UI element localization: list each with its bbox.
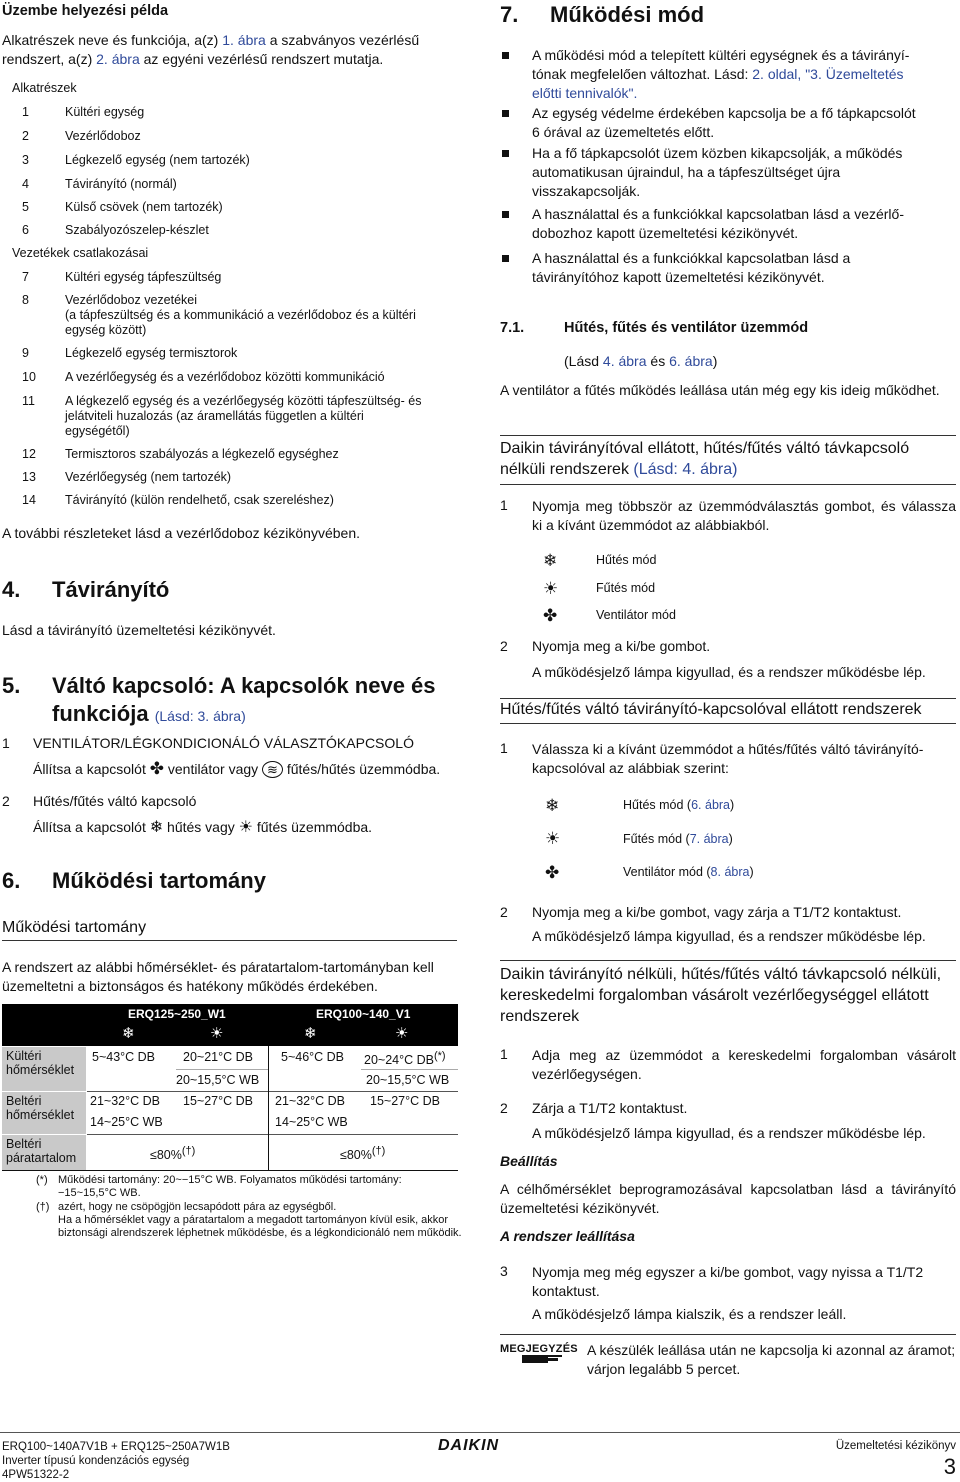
wiring-number: 12 (22, 447, 36, 461)
table-cell: ≤80%(†) (150, 1145, 196, 1163)
subsection3-step2: Zárja a T1/T2 kontaktust. (532, 1100, 688, 1116)
selector-switch-instruction: Állítsa a kapcsolót ✤ ventilátor vagy ≋ fűtés/hűtés üzemmódba. (33, 759, 441, 778)
table-cell: 20~15,5°C WB (366, 1073, 450, 1087)
section4-text: Lásd a távirányító üzemeltetési kézikönyvét. (2, 622, 276, 638)
further-text: A további részleteket lásd a vezérlődoboz kézikönyvében. (2, 525, 360, 541)
mode-label-cool: Hűtés mód (596, 553, 657, 567)
part-label: Szabályozószelep-készlet (65, 223, 209, 237)
wiring-label: Termisztoros szabályozás a légkezelő egységhez (65, 447, 339, 461)
step-number: 1 (500, 740, 508, 756)
stop-step3b: A működésjelző lámpa kialszik, és a rendszer leáll. (532, 1306, 847, 1322)
section71-text: A ventilátor a fűtés működés leállása után még egy kis ideig működhet. (500, 382, 940, 398)
step-number: 2 (500, 638, 508, 654)
footer-doc: Üzemeltetési kézikönyv (835, 1440, 956, 1452)
wiring-number: 11 (22, 394, 35, 408)
table-rule (87, 1134, 458, 1135)
fig7-link[interactable]: 7. ábra (689, 832, 729, 846)
wiring-number: 10 (22, 370, 36, 384)
section71-heading: 7.1. Hűtés, fűtés és ventilátor üzemmód (500, 320, 809, 336)
wiring-label: A légkezelő egység és a vezérlőegység közötti tápfeszültség- és jelátviteli huzalozás (az áramellátás független a kültéri egységétől) (65, 394, 422, 438)
wiring-title: Vezetékek csatlakozásai (12, 246, 149, 260)
note-dagger-key: (†) (36, 1201, 50, 1213)
step-number: 3 (500, 1263, 508, 1279)
setting-text: A célhőmérséklet beprogramozásával kapcsolatban lásd a távirányító üzemeltetési kézikönyvét. (500, 1181, 956, 1216)
footer-code: 4PW51322-2 (2, 1469, 70, 1481)
part-number: 3 (22, 153, 29, 167)
snowflake-icon: ❄ (304, 1025, 317, 1042)
subsection3-title: Daikin távirányító nélküli, hűtés/fűtés váltó távkapcsoló nélküli, kereskedelmi forgalomban vásárolt vezérlőegységgel ellátott rendszerek (500, 960, 956, 1027)
part-number: 2 (22, 129, 29, 143)
fig8-link[interactable]: 8. ábra (710, 865, 750, 879)
row-label-indoor-temp: Beltéri hőmérséklet (2, 1092, 86, 1134)
page2-link[interactable]: 2. oldal, "3. Üzemeltetés előtti tennivalók". (532, 66, 904, 101)
note-star-text: Működési tartomány: 20~−15°C WB. Folyamatos működési tartomány: −15~15,5°C WB. (58, 1174, 402, 1199)
section4-heading: 4. Távirányító (2, 577, 170, 602)
part-label: Légkezelő egység (nem tartozék) (65, 153, 250, 167)
row-label-outdoor-temp: Kültéri hőmérséklet (2, 1047, 86, 1091)
table-cell: 15~27°C DB (183, 1094, 253, 1108)
bullet-icon (502, 52, 509, 59)
model1-label: ERQ125~250_W1 (128, 1007, 226, 1021)
cool-heat-switch-instruction: Állítsa a kapcsolót ❄ hűtés vagy ☀ fűtés üzemmódba. (33, 819, 373, 836)
subsection2-step1: Válassza ki a kívánt üzemmódot a hűtés/fűtés váltó távirányító-kapcsolóval az alábbiak szerint: (532, 741, 924, 776)
bullet-text: Az egység védelme érdekében kapcsolja be a fő tápkapcsolót 6 órával az üzemeltetés előtt. (532, 105, 916, 140)
fan-icon: ✤ (543, 606, 558, 625)
heat-cool-icon: ≋ (262, 761, 283, 778)
item-number: 2 (2, 793, 10, 809)
mode-label-fan: Ventilátor mód (596, 608, 676, 622)
section7-heading: 7. Működési mód (500, 2, 705, 27)
wiring-number: 7 (22, 270, 29, 284)
fig4-link[interactable]: 4. ábra (602, 353, 647, 369)
sun-icon: ☀ (395, 1025, 409, 1042)
table-rule (2, 1170, 458, 1171)
bullet-text: Ha a fő tápkapcsolót üzem közben kikapcsolják, a működés automatikusan újraindul, ha a tápfeszültséget újra visszakapcsolják. (532, 145, 903, 199)
stop-title: A rendszer leállítása (500, 1228, 635, 1244)
wiring-number: 13 (22, 470, 36, 484)
bullet-icon (502, 150, 509, 157)
note-star-key: (*) (36, 1174, 48, 1186)
fig2-link[interactable]: 2. ábra (96, 51, 140, 67)
fan-icon: ✤ (545, 863, 560, 882)
fig3-link[interactable]: (Lásd: 3. ábra) (154, 708, 246, 724)
sun-icon: ☀ (210, 1025, 224, 1042)
sun-icon: ☀ (545, 829, 561, 848)
table-cell: 21~32°C DB (90, 1094, 160, 1108)
part-number: 6 (22, 223, 29, 237)
fig6-link[interactable]: 6. ábra (669, 353, 713, 369)
table-cell: 15~27°C DB (370, 1094, 440, 1108)
snowflake-icon: ❄ (122, 1025, 135, 1042)
sun-icon: ☀ (238, 819, 253, 836)
table-cell: 21~32°C DB (275, 1094, 345, 1108)
wiring-number: 8 (22, 293, 29, 307)
footer-rule (0, 1432, 960, 1433)
step-number: 2 (500, 1100, 508, 1116)
subsection1-title: Daikin távirányítóval ellátott, hűtés/fűtés váltó távkapcsoló nélküli rendszerek (Lásd: 4. ábra) (500, 435, 956, 485)
note-text: A készülék leállása után ne kapcsolja ki azonnal az áramot; várjon legalább 5 percet. (587, 1342, 956, 1377)
model2-label: ERQ100~140_V1 (316, 1007, 411, 1021)
table-cell: 20~15,5°C WB (176, 1073, 260, 1087)
snowflake-icon: ❄ (149, 819, 164, 836)
table-cell: 20~24°C DB(*) (364, 1050, 446, 1068)
table-rule (87, 1091, 458, 1092)
cool-heat-switch-title: Hűtés/fűtés váltó kapcsoló (33, 793, 197, 809)
row-label-indoor-humidity: Beltéri páratartalom (2, 1135, 86, 1170)
table-cell: 5~46°C DB (281, 1050, 345, 1064)
bullet-text: A működési mód a telepített kültéri egységnek és a távirányí- tónak megfelelően változhat. Lásd: 2. oldal, "3. Üzemeltetés előtti tennivalók". (532, 47, 910, 101)
subsection2-title: Hűtés/fűtés váltó távirányító-kapcsolóval ellátott rendszerek (500, 698, 956, 724)
snowflake-icon: ❄ (545, 796, 560, 815)
subsection1-step2b: A működésjelző lámpa kigyullad, és a rendszer működésbe lép. (532, 664, 926, 680)
bullet-icon (502, 110, 509, 117)
wiring-label: Vezérlőegység (nem tartozék) (65, 470, 232, 484)
wiring-label: Távirányító (külön rendelhető, csak szereléshez) (65, 493, 334, 507)
part-label: Külső csövek (nem tartozék) (65, 200, 223, 214)
section6-subtitle: Működési tartomány (2, 919, 457, 941)
step-number: 2 (500, 904, 508, 920)
fig1-link[interactable]: 1. ábra (222, 32, 266, 48)
table-cell: 20~21°C DB (183, 1050, 253, 1064)
snowflake-icon: ❄ (543, 551, 558, 570)
table-cell: 14~25°C WB (90, 1115, 163, 1129)
table-rule (268, 1046, 269, 1170)
fig4-link[interactable]: (Lásd: 4. ábra) (633, 461, 738, 478)
footer-left (2, 1440, 230, 1482)
setting-title: Beállítás (500, 1153, 558, 1169)
footer-model: ERQ100~140A7V1B + ERQ125~250A7W1B (2, 1441, 230, 1453)
bullet-text: A használattal és a funkciókkal kapcsolatban lásd a távirányítóhoz kapott üzemeltetési kézikönyvét. (532, 250, 851, 285)
daikin-logo: DAIKIN (438, 1437, 500, 1454)
table-rule (176, 1069, 268, 1070)
step-number: 1 (500, 1046, 508, 1062)
wiring-label: Vezérlődoboz vezetékei (a tápfeszültség és a kommunikáció a vezérlődoboz és a kültéri egység között) (65, 293, 416, 337)
subsection1-step2: Nyomja meg a ki/be gombot. (532, 638, 711, 654)
part-number: 5 (22, 200, 29, 214)
part-label: Kültéri egység (65, 105, 145, 119)
mode-label-cool: Hűtés mód (6. ábra) (623, 798, 735, 812)
note-dagger-text: azért, hogy ne csöpögjön lecsapódott pára az egységből. Ha a hőmérséklet vagy a páratartalom a megadott tartományon kívül esik, akkor biztonsági alrendszerek léphetnek működésbe, és a légkondicionáló nem működik. (58, 1201, 462, 1239)
subsection3-step2b: A működésjelző lámpa kigyullad, és a rendszer működésbe lép. (532, 1125, 926, 1141)
subsection2-step2: Nyomja meg a ki/be gombot, vagy zárja a T1/T2 kontaktust. (532, 904, 902, 920)
section6-text: A rendszert az alábbi hőmérséklet- és páratartalom-tartományban kell üzemeltetni a biztonságos és hatékony működés érdekében. (2, 959, 434, 994)
section5-heading: 5. Váltó kapcsoló: A kapcsolók neve és funkciója (Lásd: 3. ábra) (2, 673, 436, 726)
footer-desc: Inverter típusú kondenzációs egység (2, 1455, 190, 1467)
parts-title: Alkatrészek (12, 81, 77, 95)
part-label: Távirányító (normál) (65, 177, 177, 191)
subsection1-step1: Nyomja meg többször az üzemmódválasztás gombot, és válassza ki a kívánt üzemmódot az alábbiakból. (532, 498, 956, 533)
subsection2-step2b: A működésjelző lámpa kigyullad, és a rendszer működésbe lép. (532, 928, 926, 944)
table-cell: 14~25°C WB (275, 1115, 348, 1129)
example-intro: Alkatrészek neve és funkciója, a(z) 1. ábra a szabványos vezérlésű rendszert, a(z) 2. ábra az egyéni vezérlésű rendszert mutatja. (2, 32, 420, 67)
part-number: 1 (22, 105, 29, 119)
item-number: 1 (2, 735, 10, 751)
example-title: Üzembe helyezési példa (2, 3, 169, 19)
mode-label-fan: Ventilátor mód (8. ábra) (623, 865, 754, 879)
part-label: Vezérlődoboz (65, 129, 141, 143)
page-number: 3 (943, 1454, 956, 1479)
table-rule (361, 1069, 458, 1070)
bullet-icon (502, 211, 509, 218)
note-label: MEGJEGYZÉS (500, 1343, 578, 1355)
fan-icon: ✤ (149, 759, 164, 778)
selector-switch-title: VENTILÁTOR/LÉGKONDICIONÁLÓ VÁLASZTÓKAPCSOLÓ (33, 735, 414, 751)
section6-heading: 6. Működési tartomány (2, 868, 266, 893)
mode-label-heat: Fűtés mód (7. ábra) (623, 832, 733, 846)
mode-label-heat: Fűtés mód (596, 581, 656, 595)
part-number: 4 (22, 177, 29, 191)
stop-step3: Nyomja meg még egyszer a ki/be gombot, vagy nyissa a T1/T2 kontaktust. (532, 1264, 924, 1299)
step-number: 1 (500, 497, 508, 513)
wiring-label: Kültéri egység tápfeszültség (65, 270, 222, 284)
fig6-link[interactable]: 6. ábra (691, 798, 731, 812)
wiring-label: Légkezelő egység termisztorok (65, 346, 238, 360)
table-cell: ≤80%(†) (340, 1145, 386, 1163)
subsection3-step1: Adja meg az üzemmódot a kereskedelmi forgalomban vásárolt vezérlőegységen. (532, 1047, 956, 1082)
section71-ref: (Lásd 4. ábra és 6. ábra) (564, 353, 718, 369)
wiring-number: 14 (22, 493, 36, 507)
bullet-icon (502, 255, 509, 262)
wiring-number: 9 (22, 346, 29, 360)
table-cell: 5~43°C DB (92, 1050, 156, 1064)
sun-icon: ☀ (543, 579, 559, 598)
wiring-label: A vezérlőegység és a vezérlődoboz közötti kommunikáció (65, 370, 385, 384)
note-divider (500, 1334, 956, 1335)
bullet-text: A használattal és a funkciókkal kapcsolatban lásd a vezérlő- dobozhoz kapott üzemeltetési kézikönyvét. (532, 206, 904, 241)
